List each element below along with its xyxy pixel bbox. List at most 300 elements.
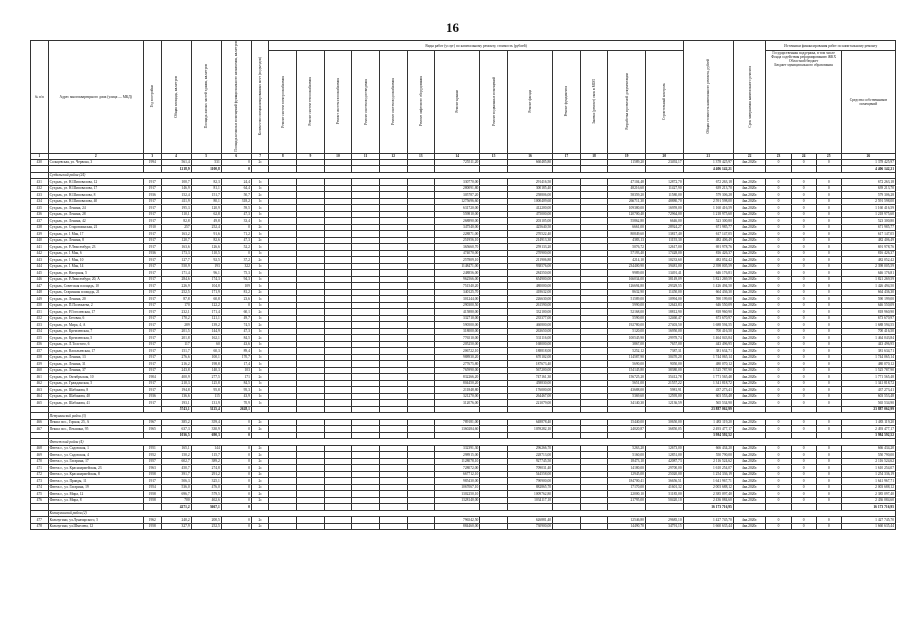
- cell-facade: 790900,00: [507, 478, 552, 485]
- cell-deadline: 4кв.2020г.: [733, 250, 766, 257]
- cell-facade: 235377,00: [507, 315, 552, 322]
- cell-year: 1958: [143, 497, 161, 504]
- cell-func: 103: [221, 367, 251, 374]
- cell-facade: 226630,00: [507, 296, 552, 303]
- cell-reg: 0: [791, 523, 816, 530]
- cell-no: 471: [31, 465, 49, 472]
- cell-fund: 0: [766, 185, 791, 192]
- cell-year: 1917: [143, 185, 161, 192]
- cell-own: 2 436 084,60: [841, 497, 895, 504]
- cell-year: 1958: [143, 491, 161, 498]
- cell-deadline: 4кв.2020г.: [733, 484, 766, 491]
- cell-loc: 0: [816, 452, 841, 459]
- cell-ctrl: 48880,70: [645, 198, 683, 205]
- cell-mech: 2с: [251, 224, 269, 231]
- cell-addr: Суздаль, ул. Беговая, 6: [48, 315, 143, 322]
- cell-func: 0: [221, 302, 251, 309]
- cell-mech: 2с: [251, 426, 269, 433]
- cell-ctrl: 10233,60: [645, 257, 683, 264]
- cell-mech: 2с: [251, 237, 269, 244]
- cell-own: 1 641 967,71: [841, 478, 895, 485]
- cell-deadline: 4кв.2020г.: [733, 335, 766, 342]
- cell-total: 646 550,09: [683, 302, 733, 309]
- cell-func: 0: [221, 504, 251, 511]
- cell-resid: 125,8: [191, 380, 221, 387]
- cell-year: 1917: [143, 231, 161, 238]
- cell-resid: 144: [191, 445, 221, 452]
- cell-addr: Суздаль, ул. Н.Шиповалова, 17: [48, 185, 143, 192]
- cell-addr: Суздаль, ул. Р.Люксембург, 20, А: [48, 276, 143, 283]
- cell-facade: 188818,00: [507, 348, 552, 355]
- cell-no: 463: [31, 387, 49, 394]
- cell-proj: 24020,87: [608, 426, 646, 433]
- cell-own: 437 273,41: [841, 387, 895, 394]
- cell-ctrl: 21557,22: [645, 380, 683, 387]
- cell-area: 195,3: [161, 205, 191, 212]
- cell-addr: Сольцевская, ул. Червона, 3: [48, 159, 143, 166]
- header-work-6: Ремонт лифтового оборудования: [407, 51, 435, 154]
- cell-fund: 0: [766, 205, 791, 212]
- cell-total: 1 254 336,19: [683, 471, 733, 478]
- cell-reg: 0: [791, 205, 816, 212]
- cell-fund: 0: [766, 322, 791, 329]
- cell-deadline: 4кв.2020г.: [733, 328, 766, 335]
- cell-resid: 49,8: [191, 218, 221, 225]
- cell-facade: 259133,20: [507, 244, 552, 251]
- header-area-func: Площадь нежилых помещений функционального назначения, кв.метров: [221, 41, 251, 154]
- cell-loc: 0: [816, 393, 841, 400]
- column-number: 12: [379, 154, 407, 160]
- cell-area: 210,3: [161, 380, 191, 387]
- cell-facade: 291416,50: [507, 179, 552, 186]
- cell-resid: 62,8: [191, 211, 221, 218]
- cell-own: 691 978,76: [841, 244, 895, 251]
- header-work-13: Строительный контроль: [645, 51, 683, 154]
- cell-func: 0: [221, 445, 251, 452]
- cell-func: 47,3: [221, 328, 251, 335]
- cell-year: 1917: [143, 328, 161, 335]
- column-number: 19: [608, 154, 646, 160]
- cell-own: 1 341 818,72: [841, 380, 895, 387]
- cell-ctrl: 29685,10: [645, 517, 683, 524]
- cell-resid: 92,5: [191, 257, 221, 264]
- cell-proj: 4383,13: [608, 237, 646, 244]
- cell-loc: 0: [816, 354, 841, 361]
- cell-no: 439: [31, 231, 49, 238]
- cell-resid: 690,3: [191, 432, 221, 439]
- cell-mech: 2с: [251, 192, 269, 199]
- cell-ctrl: 12851,00: [645, 452, 683, 459]
- cell-area: 400,9: [161, 374, 191, 381]
- cell-facade: 425640,50: [507, 224, 552, 231]
- cell-roof: 298915,00: [435, 452, 480, 459]
- cell-reg: 0: [791, 400, 816, 407]
- cell-no: 448: [31, 289, 49, 296]
- cell-proj: 5369,60: [608, 393, 646, 400]
- cell-loc: 0: [816, 523, 841, 530]
- cell-mech: 1с: [251, 341, 269, 348]
- cell-roof: 332710,00: [435, 315, 480, 322]
- cell-no: 436: [31, 211, 49, 218]
- cell-no: 472: [31, 471, 49, 478]
- cell-ctrl: 38380,00: [645, 367, 683, 374]
- cell-fund: 0: [766, 335, 791, 342]
- cell-mech: 1с: [251, 250, 269, 257]
- cell-ctrl: 30470,20: [645, 354, 683, 361]
- cell-roof: 365660,70: [435, 244, 480, 251]
- cell-mech: 1с: [251, 198, 269, 205]
- cell-own: 565 534,90: [841, 400, 895, 407]
- cell-deadline: 4кв.2020г.: [733, 211, 766, 218]
- cell-own: 443 496,95: [841, 341, 895, 348]
- cell-year: 1917: [143, 283, 161, 290]
- cell-proj: 114587,90: [608, 354, 646, 361]
- group-title: Суздальский район (24): [48, 172, 895, 179]
- cell-fund: 0: [766, 380, 791, 387]
- cell-ctrl: 7387,31: [645, 348, 683, 355]
- cell-roof: 962566,00: [435, 276, 480, 283]
- cell-no: 478: [31, 523, 49, 530]
- cell-year: 1910: [143, 224, 161, 231]
- cell-proj: 12945,00: [608, 471, 646, 478]
- cell-resid: 171,9: [191, 289, 221, 296]
- cell-own: 2 398 005,59: [841, 263, 895, 270]
- cell-addr: Суздаль, ул. Гражданская, 5: [48, 380, 143, 387]
- cell-func: 71,2: [221, 231, 251, 238]
- cell-no: 453: [31, 322, 49, 329]
- cell-loc: 0: [816, 185, 841, 192]
- cell-no: 468: [31, 445, 49, 452]
- cell-deadline: 4кв.2020г.: [733, 393, 766, 400]
- cell-deadline: 4кв.2020г.: [733, 309, 766, 316]
- cell-no: 447: [31, 283, 49, 290]
- cell-loc: 0: [816, 289, 841, 296]
- cell-resid: 252,4: [191, 224, 221, 231]
- cell-deadline: 4кв.2020г.: [733, 374, 766, 381]
- cell-func: 0: [221, 484, 251, 491]
- cell-deadline: 4кв.2020г.: [733, 348, 766, 355]
- cell-total: 617 147,05: [683, 231, 733, 238]
- cell-addr: Суздаль, ул. Кремлевская, 5: [48, 335, 143, 342]
- cell-reg: 0: [791, 250, 816, 257]
- cell-proj: 3867,00: [608, 341, 646, 348]
- cell-facade: 938576,00: [507, 263, 552, 270]
- cell-own: 1 771 565,48: [841, 374, 895, 381]
- cell-facade: 270522,40: [507, 231, 552, 238]
- cell-deadline: 4кв.2020г.: [733, 263, 766, 270]
- cell-mech: 2с: [251, 517, 269, 524]
- cell-reg: 0: [791, 224, 816, 231]
- cell-ctrl: 36850,05: [645, 426, 683, 433]
- cell-resid: 120,9: [191, 205, 221, 212]
- cell-area: 165,1: [161, 445, 191, 452]
- cell-addr: Суздаль, ул. Васильевская, 17: [48, 348, 143, 355]
- cell-year: 1917: [143, 211, 161, 218]
- cell-func: 43,6: [221, 341, 251, 348]
- cell-total: 480 070,12: [683, 361, 733, 368]
- cell-deadline: 4кв.2020г.: [733, 465, 766, 472]
- cell-loc: 0: [816, 491, 841, 498]
- column-number: 25: [816, 154, 841, 160]
- cell-loc: 0: [816, 335, 841, 342]
- cell-fund: 0: [766, 309, 791, 316]
- cell-total: 2 385 097,40: [683, 491, 733, 498]
- cell-no: 459: [31, 361, 49, 368]
- cell-reg: 0: [791, 257, 816, 264]
- column-number: 23: [766, 154, 791, 160]
- table-cell: [297, 523, 325, 530]
- cell-reg: 0: [791, 198, 816, 205]
- cell-addr: Суздаль, ул. Ленина, 20: [48, 296, 143, 303]
- cell-proj: 80849,60: [608, 231, 646, 238]
- local-budget-label: Бюджет муниципального образования: [774, 63, 833, 67]
- cell-reg: 0: [791, 263, 816, 270]
- cell-proj: 21795,00: [608, 497, 646, 504]
- cell-mech: 1с: [251, 263, 269, 270]
- cell-ctrl: 51185,00: [645, 491, 683, 498]
- cell-mech: 2с: [251, 458, 269, 465]
- cell-year: 1962: [143, 517, 161, 524]
- cell-addr: Суздаль, ул. 1 Мая, 6: [48, 250, 143, 257]
- cell-no: 451: [31, 309, 49, 316]
- cell-reg: 0: [791, 159, 816, 166]
- fund-label: Фонда содействия реформированию ЖКХ: [771, 55, 837, 59]
- cell-proj: 9989,00: [608, 270, 646, 277]
- column-number: 22: [733, 154, 766, 160]
- cell-deadline: 4кв.2020г.: [733, 458, 766, 465]
- cell-year: 1951: [143, 445, 161, 452]
- cell-no: 455: [31, 335, 49, 342]
- cell-func: 17,4: [221, 361, 251, 368]
- cell-total: 4 406 142,21: [683, 166, 733, 173]
- cell-own: 1 688 594,55: [841, 322, 895, 329]
- cell-deadline: 4кв.2020г.: [733, 523, 766, 530]
- cell-roof: 559810,00: [435, 211, 480, 218]
- cell-fund: 0: [766, 419, 791, 426]
- cell-area: 391,7: [161, 471, 191, 478]
- cell-roof: 1067067,10: [435, 484, 480, 491]
- cell-ctrl: 12643,83: [645, 302, 683, 309]
- cell-mech: 1с: [251, 244, 269, 251]
- cell-facade: 261590,00: [507, 302, 552, 309]
- cell-total: 565 534,90: [683, 400, 733, 407]
- cell-loc: 0: [816, 322, 841, 329]
- cell-total: 1 483 119,20: [683, 419, 733, 426]
- cell-total: 437 273,41: [683, 387, 733, 394]
- cell-roof: 290300,50: [435, 302, 480, 309]
- cell-fund: 0: [766, 192, 791, 199]
- table-body: [31, 159, 896, 530]
- cell-proj: 22000,10: [608, 491, 646, 498]
- cell-own: 2 591 598,00: [841, 198, 895, 205]
- cell-deadline: 4кв.2020г.: [733, 289, 766, 296]
- cell-total: 2 398 005,59: [683, 263, 733, 270]
- cell-area: 117: [161, 341, 191, 348]
- cell-facade: 300185,40: [507, 185, 552, 192]
- cell-area: 170,2: [161, 315, 191, 322]
- column-number: 1: [31, 154, 49, 160]
- cell-year: 1967: [143, 419, 161, 426]
- cell-deadline: 4кв.2020г.: [733, 354, 766, 361]
- cell-total: 2 116 524,62: [683, 458, 733, 465]
- cell-proj: 166034,00: [608, 276, 646, 283]
- cell-addr: Суздаль, ул. Р.Люксембург, 23: [48, 244, 143, 251]
- cell-resid: 82,3: [191, 179, 221, 186]
- cell-no: 467: [31, 426, 49, 433]
- cell-total: 1 427 745,70: [683, 517, 733, 524]
- cell-proj: 48216,60: [608, 185, 646, 192]
- header-work-5: Ремонт систем водоснабжения: [379, 51, 407, 154]
- cell-func: 109: [221, 283, 251, 290]
- cell-proj: 14490,70: [608, 523, 646, 530]
- cell-deadline: 4кв.2020г.: [733, 387, 766, 394]
- cell-roof: 1128078,10: [435, 458, 480, 465]
- cell-reg: 0: [791, 380, 816, 387]
- cell-ctrl: 16959,00: [645, 205, 683, 212]
- cell-mech: 1с: [251, 354, 269, 361]
- cell-loc: 0: [816, 374, 841, 381]
- cell-roof: 1275696,60: [435, 198, 480, 205]
- cell-ctrl: 41601,32: [645, 484, 683, 491]
- cell-ctrl: 16950,00: [645, 328, 683, 335]
- cell-deadline: 4кв.2020г.: [733, 218, 766, 225]
- cell-roof: 1328140,00: [435, 497, 480, 504]
- cell-reg: 0: [791, 497, 816, 504]
- cell-total: 1 218 975,60: [683, 211, 733, 218]
- regional-budget-label: Областной бюджет: [789, 59, 819, 63]
- cell-reg: 0: [791, 458, 816, 465]
- cell-mech: 2с: [251, 419, 269, 426]
- cell-fund: 0: [766, 296, 791, 303]
- cell-deadline: 4кв.2020г.: [733, 257, 766, 264]
- cell-roof: 268890,00: [435, 218, 480, 225]
- cell-addr: Фатеж г., ул. Мира, 8: [48, 497, 143, 504]
- cell-mech: 1с: [251, 276, 269, 283]
- cell-resid: 274,8: [191, 465, 221, 472]
- cell-reg: 0: [791, 354, 816, 361]
- header-work-2: Ремонт систем теплоснабжения: [297, 51, 325, 154]
- cell-facade: 460800,00: [507, 322, 552, 329]
- cell-addr: Фатеж г., ул. Правды, 11: [48, 478, 143, 485]
- cell-resid: 174,3: [191, 276, 221, 283]
- cell-total: 672 263,18: [683, 179, 733, 186]
- header-area-resid: Площадь жилых частей здания, кв.метров: [191, 41, 221, 154]
- cell-reg: 0: [791, 315, 816, 322]
- cell-resid: 100,1: [191, 354, 221, 361]
- cell-func: 37,2: [221, 257, 251, 264]
- table-cell: [580, 523, 608, 530]
- cell-addr: Суздаль, ул. Л.Толстого, 6: [48, 341, 143, 348]
- header-state-support: [766, 51, 841, 154]
- cell-year: 1963: [143, 465, 161, 472]
- cell-facade: 567200,00: [507, 367, 552, 374]
- column-number: 2: [48, 154, 143, 160]
- cell-roof: 985430,00: [435, 478, 480, 485]
- cell-loc: 0: [816, 231, 841, 238]
- cell-own: 1 254 336,19: [841, 471, 895, 478]
- cell-own: 579 306,28: [841, 192, 895, 199]
- cell-area: 550,9: [161, 263, 191, 270]
- cell-own: 16 173 716,95: [841, 504, 895, 511]
- cell-mech: 2с: [251, 471, 269, 478]
- cell-loc: 0: [816, 465, 841, 472]
- cell-fund: 0: [766, 231, 791, 238]
- cell-resid: 462,6: [191, 497, 221, 504]
- cell-mech: 1с: [251, 302, 269, 309]
- cell-total: 443 496,95: [683, 341, 733, 348]
- cell-facade: 214913,30: [507, 237, 552, 244]
- cell-total: 590 199,00: [683, 296, 733, 303]
- cell-deadline: 4кв.2020г.: [733, 400, 766, 407]
- cell-proj: 12546,80: [608, 517, 646, 524]
- cell-loc: 0: [816, 205, 841, 212]
- cell-area: 561,4: [161, 159, 191, 166]
- cell-fund: 0: [766, 484, 791, 491]
- cell-ctrl: 10994,00: [645, 296, 683, 303]
- cell-own: 1 744 065,14: [841, 354, 895, 361]
- cell-own: 664 436,30: [841, 289, 895, 296]
- cell-mech: 2с: [251, 497, 269, 504]
- cell-facade: 458830,00: [507, 380, 552, 387]
- cell-addr: Суздаль, ул. Ленина, 28: [48, 211, 143, 218]
- cell-own: 590 199,00: [841, 296, 895, 303]
- cell-year: 1917: [143, 322, 161, 329]
- cell-roof: 988930,20: [435, 354, 480, 361]
- cell-roof: 776510,00: [435, 335, 480, 342]
- cell-reg: 0: [791, 296, 816, 303]
- cell-area: 110,1: [161, 211, 191, 218]
- cell-func: 94,3: [221, 276, 251, 283]
- cell-no: 461: [31, 374, 49, 381]
- cell-proj: 17170,00: [608, 484, 646, 491]
- group-title: Кольчугинский район (2): [48, 510, 895, 517]
- cell-ctrl: 38149,09: [645, 276, 683, 283]
- cell-facade: 332100,00: [507, 309, 552, 316]
- cell-facade: 747161,30: [507, 374, 552, 381]
- cell-own: 1 426 494,50: [841, 283, 895, 290]
- cell-no: 446: [31, 276, 49, 283]
- cell-no: 437: [31, 218, 49, 225]
- cell-loc: 0: [816, 387, 841, 394]
- cell-ctrl: 12595,00: [645, 393, 683, 400]
- cell-total: 673 670,97: [683, 315, 733, 322]
- cell-no: 430: [31, 159, 49, 166]
- cell-ctrl: 12617,00: [645, 244, 683, 251]
- cell-func: 74,5: [221, 322, 251, 329]
- cell-deadline: 4кв.2020г.: [733, 426, 766, 433]
- cell-loc: 0: [816, 283, 841, 290]
- cell-ctrl: 12460,47: [645, 315, 683, 322]
- cell-mech: 2с: [251, 257, 269, 264]
- cell-total: 2 436 084,60: [683, 497, 733, 504]
- header-work-7: Ремонт крыши: [435, 51, 480, 154]
- cell-loc: 0: [816, 341, 841, 348]
- cell-reg: 0: [791, 491, 816, 498]
- cell-facade: 709031,40: [507, 465, 552, 472]
- header-address: Адрес многоквартирного дома (улица — МКД): [48, 41, 143, 154]
- cell-reg: 0: [791, 445, 816, 452]
- cell-no: 444: [31, 263, 49, 270]
- cell-addr: Суздаль, ул. Мира, 4, А: [48, 322, 143, 329]
- cell-addr: Суздаль, ул. Шабанова, 41: [48, 400, 143, 407]
- cell-own: 2 385 097,40: [841, 491, 895, 498]
- cell-year: 1917: [143, 198, 161, 205]
- cell-func: 50,7: [221, 192, 251, 199]
- cell-func: 0: [221, 224, 251, 231]
- column-number: 4: [161, 154, 191, 160]
- cell-resid: 104,8: [191, 283, 221, 290]
- table-cell: [269, 523, 297, 530]
